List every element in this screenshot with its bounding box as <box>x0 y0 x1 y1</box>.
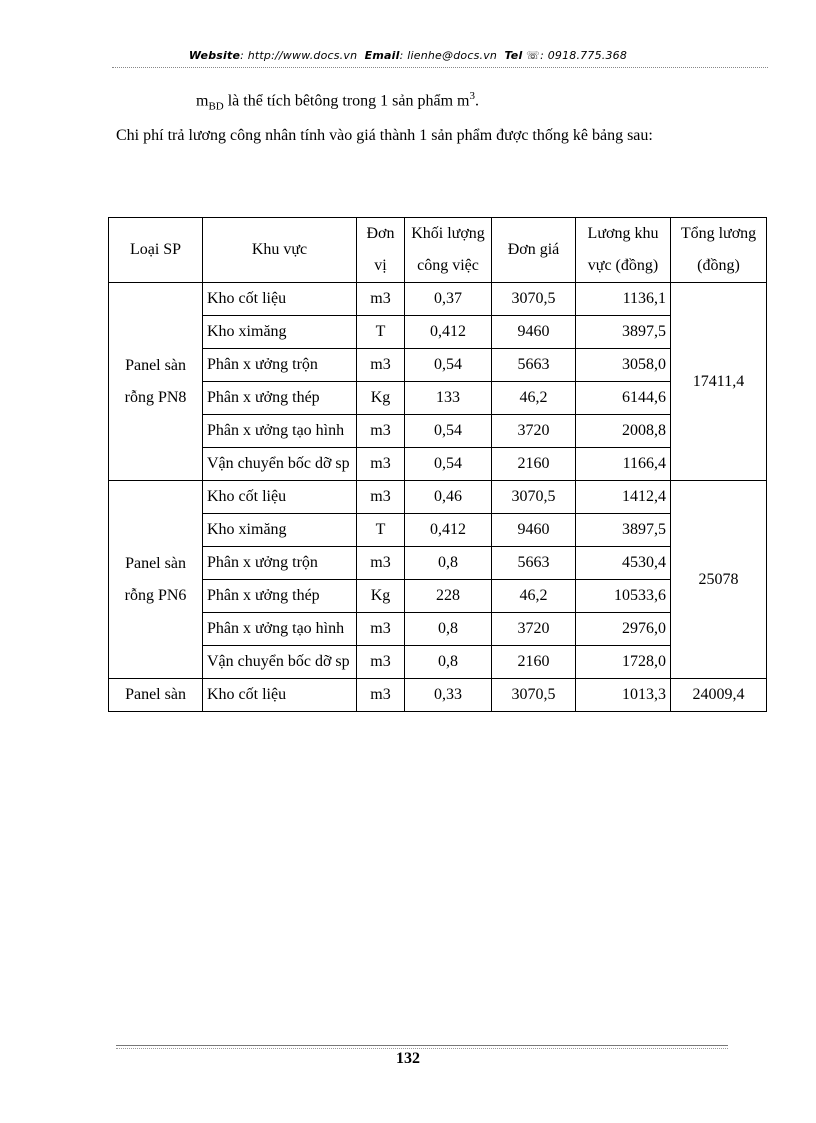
unit-cell: m3 <box>357 547 405 580</box>
product-cell: Panel sàn rỗng PN6 <box>109 481 203 679</box>
unit-price-cell: 2160 <box>492 646 576 679</box>
unit-price-cell: 46,2 <box>492 580 576 613</box>
quantity-cell: 0,54 <box>405 415 492 448</box>
email-value: : lienhe@docs.vn <box>399 49 498 62</box>
page-number: 132 <box>396 1050 420 1067</box>
wage-cost-table <box>108 217 767 712</box>
unit-cell: m3 <box>357 679 405 712</box>
table-header-row <box>109 218 767 283</box>
area-wage-cell: 1166,4 <box>576 448 671 481</box>
area-cell: Phân x ưởng trộn <box>203 349 357 382</box>
table-row <box>109 382 767 415</box>
unit-price-cell: 5663 <box>492 349 576 382</box>
unit-cell: T <box>357 316 405 349</box>
area-cell: Kho cốt liệu <box>203 283 357 316</box>
unit-price-cell: 5663 <box>492 547 576 580</box>
m-base: m <box>196 92 209 110</box>
unit-price-cell: 3720 <box>492 415 576 448</box>
unit-price-cell: 2160 <box>492 448 576 481</box>
area-wage-cell: 3058,0 <box>576 349 671 382</box>
area-wage-cell: 1013,3 <box>576 679 671 712</box>
footer-divider <box>116 1045 728 1046</box>
total-wage-cell: 24009,4 <box>671 679 767 712</box>
area-cell: Kho cốt liệu <box>203 679 357 712</box>
table-row <box>109 283 767 316</box>
header-cell: Đơn giá <box>492 218 576 283</box>
area-cell: Phân x ưởng thép <box>203 382 357 415</box>
unit-price-cell: 9460 <box>492 316 576 349</box>
unit-cell: m3 <box>357 448 405 481</box>
intro-paragraph: Chi phí trả lương công nhân tính vào giá thành 1 sản phẩm được thống kê bảng sau: <box>116 127 653 144</box>
unit-price-cell: 9460 <box>492 514 576 547</box>
quantity-cell: 0,8 <box>405 613 492 646</box>
unit-price-cell: 3070,5 <box>492 481 576 514</box>
area-cell: Phân x ưởng tạo hình <box>203 415 357 448</box>
quantity-cell: 0,8 <box>405 646 492 679</box>
line1-text: là thể tích bêtông trong 1 sản phẩm m <box>223 92 470 110</box>
area-cell: Kho cốt liệu <box>203 481 357 514</box>
formula-line <box>196 90 479 113</box>
page-header <box>0 49 816 62</box>
area-cell: Vận chuyển bốc dỡ sp <box>203 448 357 481</box>
website-value: : http://www.docs.vn <box>240 49 358 62</box>
unit-cell: m3 <box>357 349 405 382</box>
header-cell: Đơn vị <box>357 218 405 283</box>
area-cell: Phân x ưởng trộn <box>203 547 357 580</box>
quantity-cell: 0,33 <box>405 679 492 712</box>
unit-superscript: 3 <box>469 90 475 102</box>
tel-value: : 0918.775.368 <box>540 49 628 62</box>
table-row <box>109 481 767 514</box>
header-cell: Tổng lương (đồng) <box>671 218 767 283</box>
tel-label: Tel <box>504 49 523 62</box>
area-wage-cell: 1728,0 <box>576 646 671 679</box>
header-cell: Khu vực <box>203 218 357 283</box>
table-row <box>109 613 767 646</box>
table-row <box>109 679 767 712</box>
table-body <box>109 283 767 712</box>
area-cell: Phân x ưởng thép <box>203 580 357 613</box>
area-cell: Kho ximăng <box>203 316 357 349</box>
unit-cell: Kg <box>357 382 405 415</box>
footer-divider-dotted <box>116 1048 728 1049</box>
unit-price-cell: 3070,5 <box>492 283 576 316</box>
line1-end: . <box>474 92 479 110</box>
header-cell: Lương khu vực (đồng) <box>576 218 671 283</box>
unit-cell: T <box>357 514 405 547</box>
website-label: Website <box>188 49 241 62</box>
quantity-cell: 228 <box>405 580 492 613</box>
area-wage-cell: 1412,4 <box>576 481 671 514</box>
header-cell: Khối lượng công việc <box>405 218 492 283</box>
area-wage-cell: 3897,5 <box>576 316 671 349</box>
quantity-cell: 0,54 <box>405 349 492 382</box>
table-row <box>109 349 767 382</box>
area-cell: Kho ximăng <box>203 514 357 547</box>
area-wage-cell: 6144,6 <box>576 382 671 415</box>
table-row <box>109 448 767 481</box>
total-wage-cell: 17411,4 <box>671 283 767 481</box>
quantity-cell: 133 <box>405 382 492 415</box>
header-cell: Loại SP <box>109 218 203 283</box>
unit-price-cell: 3720 <box>492 613 576 646</box>
area-wage-cell: 2008,8 <box>576 415 671 448</box>
unit-cell: m3 <box>357 415 405 448</box>
area-cell: Phân x ưởng tạo hình <box>203 613 357 646</box>
area-wage-cell: 2976,0 <box>576 613 671 646</box>
table-row <box>109 646 767 679</box>
table-row <box>109 316 767 349</box>
table-row <box>109 547 767 580</box>
email-label: Email <box>364 49 400 62</box>
area-wage-cell: 3897,5 <box>576 514 671 547</box>
product-cell: Panel sàn rỗng PN8 <box>109 283 203 481</box>
unit-cell: m3 <box>357 613 405 646</box>
quantity-cell: 0,412 <box>405 514 492 547</box>
area-cell: Vận chuyển bốc dỡ sp <box>203 646 357 679</box>
m-subscript: BD <box>208 100 224 113</box>
area-wage-cell: 10533,6 <box>576 580 671 613</box>
quantity-cell: 0,54 <box>405 448 492 481</box>
unit-price-cell: 3070,5 <box>492 679 576 712</box>
unit-cell: Kg <box>357 580 405 613</box>
unit-cell: m3 <box>357 646 405 679</box>
quantity-cell: 0,412 <box>405 316 492 349</box>
product-cell: Panel sàn <box>109 679 203 712</box>
quantity-cell: 0,37 <box>405 283 492 316</box>
quantity-cell: 0,46 <box>405 481 492 514</box>
quantity-cell: 0,8 <box>405 547 492 580</box>
table-row <box>109 580 767 613</box>
unit-cell: m3 <box>357 481 405 514</box>
header-divider <box>112 67 768 68</box>
area-wage-cell: 4530,4 <box>576 547 671 580</box>
unit-price-cell: 46,2 <box>492 382 576 415</box>
unit-cell: m3 <box>357 283 405 316</box>
total-wage-cell: 25078 <box>671 481 767 679</box>
phone-icon: ☏ <box>526 49 541 62</box>
table-row <box>109 514 767 547</box>
area-wage-cell: 1136,1 <box>576 283 671 316</box>
table-row <box>109 415 767 448</box>
